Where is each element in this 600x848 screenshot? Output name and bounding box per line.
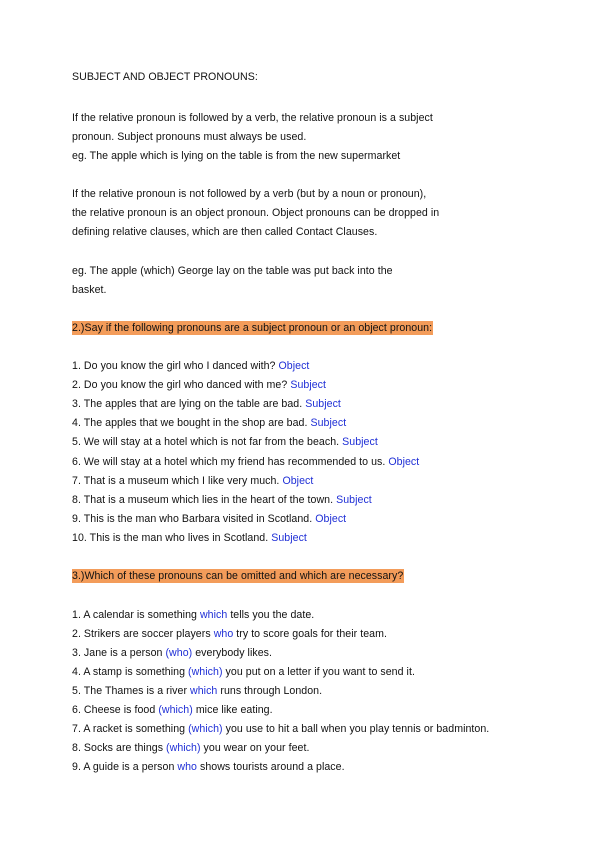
heading-highlight: 2.)Say if the following pronouns are a subject pronoun or an object pronoun:	[72, 322, 433, 334]
answer: Subject	[290, 379, 327, 391]
exercise-2-heading	[72, 321, 433, 335]
answer: (which)	[158, 704, 193, 716]
exercise-item: 4. The apples that we bought in the shop are bad. Subject	[72, 417, 347, 429]
answer: Subject	[342, 436, 378, 448]
exercise-item: 1. A calendar is something which tells you the date.	[72, 609, 315, 621]
answer: which	[190, 685, 218, 697]
exercise-item: 8. Socks are things (which) you wear on your feet.	[72, 742, 310, 754]
exercise-3-heading	[72, 569, 404, 583]
exercise-item: 3. Jane is a person (who) everybody likes.	[72, 647, 272, 659]
exercise-item: 9. This is the man who Barbara visited in Scotland. Object	[72, 513, 347, 525]
exercise-item: 7. That is a museum which I like very much. Object	[72, 475, 314, 487]
exercise-item: 7. A racket is something (which) you use to hit a ball when you play tennis or badminton.	[72, 723, 490, 735]
example-line: eg. The apple which is lying on the table is from the new supermarket	[72, 150, 401, 162]
answer: Subject	[336, 494, 372, 506]
answer: Object	[282, 475, 314, 487]
exercise-item: 2. Do you know the girl who danced with me? Subject	[72, 379, 327, 391]
exercise-item: 8. That is a museum which lies in the heart of the town. Subject	[72, 494, 372, 506]
answer: who	[213, 628, 234, 640]
answer: which	[199, 609, 228, 621]
exercise-item: 10. This is the man who lives in Scotland. Subject	[72, 532, 307, 544]
answer: Object	[315, 513, 347, 525]
paragraph-line: If the relative pronoun is not followed by a verb (but by a noun or pronoun),	[72, 188, 427, 200]
answer: (which)	[188, 723, 223, 735]
answer: Subject	[271, 532, 307, 544]
paragraph-line: If the relative pronoun is followed by a verb, the relative pronoun is a subject	[72, 112, 433, 124]
exercise-item: 1. Do you know the girl who I danced with? Object	[72, 360, 310, 372]
answer: Object	[278, 360, 310, 372]
exercise-item: 2. Strikers are soccer players who try to score goals for their team.	[72, 628, 387, 640]
answer: (which)	[166, 742, 201, 754]
answer: Object	[388, 456, 420, 468]
page-title: SUBJECT AND OBJECT PRONOUNS:	[72, 71, 258, 83]
paragraph-line: the relative pronoun is an object pronoun. Object pronouns can be dropped in	[72, 207, 440, 219]
example-line: eg. The apple (which) George lay on the table was put back into the	[72, 265, 393, 277]
answer: Subject	[310, 417, 347, 429]
exercise-item: 3. The apples that are lying on the table are bad. Subject	[72, 398, 341, 410]
exercise-item: 4. A stamp is something (which) you put on a letter if you want to send it.	[72, 666, 415, 678]
exercise-item: 6. We will stay at a hotel which my friend has recommended to us. Object	[72, 456, 420, 468]
paragraph-line: pronoun. Subject pronouns must always be used.	[72, 131, 307, 143]
exercise-item: 6. Cheese is food (which) mice like eating.	[72, 704, 273, 716]
answer: Subject	[305, 398, 341, 410]
answer: (who)	[165, 647, 193, 659]
heading-highlight: 3.)Which of these pronouns can be omitted and which are necessary?	[72, 570, 404, 582]
paragraph-line: defining relative clauses, which are then called Contact Clauses.	[72, 226, 378, 238]
exercise-item: 9. A guide is a person who shows tourists around a place.	[72, 761, 345, 773]
exercise-item: 5. The Thames is a river which runs through London.	[72, 685, 323, 697]
answer: who	[177, 761, 197, 773]
answer: (which)	[188, 666, 223, 678]
exercise-item: 5. We will stay at a hotel which is not far from the beach. Subject	[72, 436, 378, 448]
example-line: basket.	[72, 284, 107, 296]
